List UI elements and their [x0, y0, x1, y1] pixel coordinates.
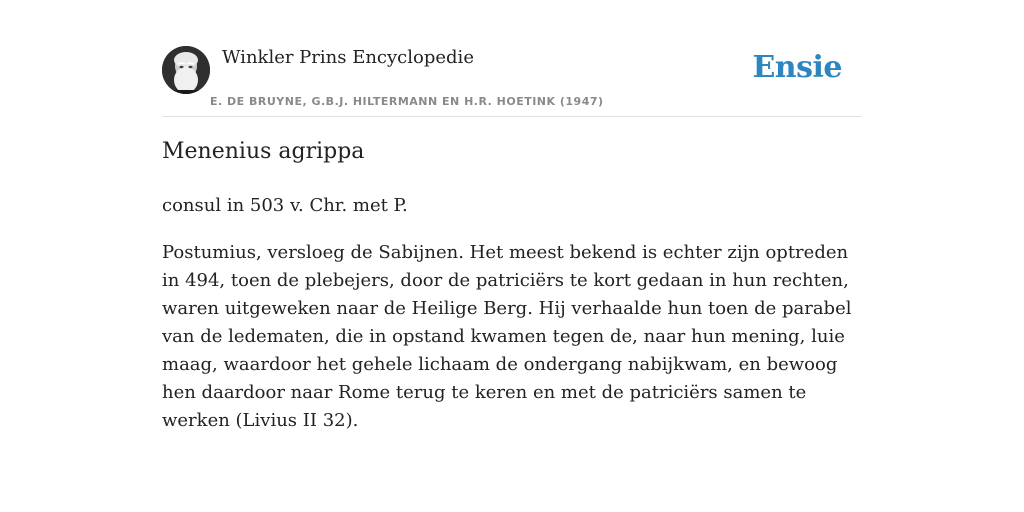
source-authors: E. DE BRUYNE, G.B.J. HILTERMANN EN H.R. HOETINK (1947) [210, 95, 604, 108]
source-header [162, 46, 862, 117]
author-avatar[interactable] [162, 46, 210, 94]
article-paragraph: consul in 503 v. Chr. met P. [162, 195, 408, 216]
source-title[interactable]: Winkler Prins Encyclopedie [222, 47, 474, 68]
article-title: Menenius agrippa [162, 139, 365, 164]
article-paragraph: Postumius, versloeg de Sabijnen. Het meest bekend is echter zijn optreden in 494, toen de plebejers, door de patriciërs te kort gedaan in hun rechten, waren uitgeweken naar de Heilige Berg. Hij verhaalde hun toen de parabel van de ledematen, die in opstand kwamen tegen de, naar hun mening, luie maag, waardoor het gehele lichaam de ondergang nabijkwam, en bewoog hen daardoor naar Rome terug te keren en met de patriciërs samen te werken (Livius II 32). [162, 242, 852, 431]
ensie-logo-link[interactable]: Ensie [752, 50, 842, 85]
portrait-photo-icon [162, 46, 210, 94]
